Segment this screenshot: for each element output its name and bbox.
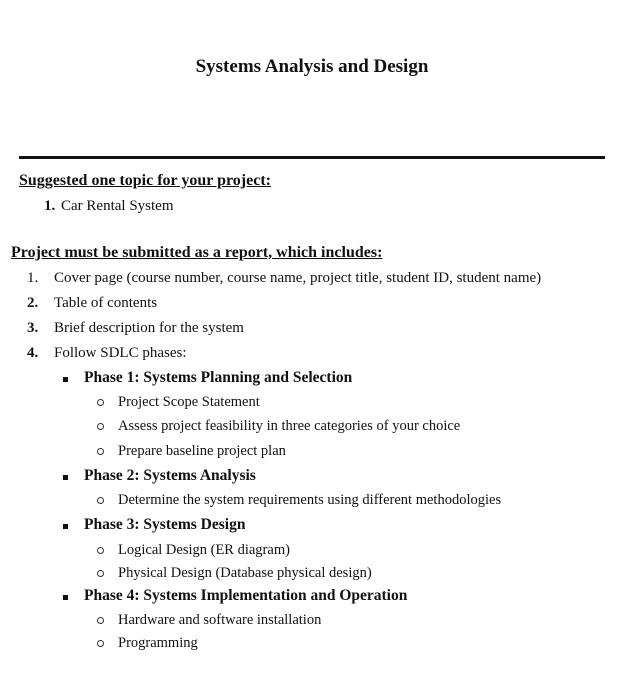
circle-bullet-icon <box>97 570 104 577</box>
phase-1-label: Phase 1: Systems Planning and Selection <box>84 369 353 386</box>
phase-4-task: Programming <box>118 635 198 651</box>
report-item-number: 4. <box>27 345 39 361</box>
circle-bullet-icon <box>97 497 104 504</box>
report-item-table-of-contents: Table of contents <box>54 295 158 311</box>
horizontal-divider <box>19 156 605 159</box>
page-title: Systems Analysis and Design <box>195 56 429 77</box>
topic-item-text: Car Rental System <box>61 198 174 214</box>
phase-4-label: Phase 4: Systems Implementation and Operation <box>84 587 408 604</box>
phase-2-task: Determine the system requirements using different methodologies <box>118 492 502 508</box>
phase-3-task: Logical Design (ER diagram) <box>118 542 290 558</box>
report-heading: Project must be submitted as a report, which includes: <box>11 244 383 261</box>
circle-bullet-icon <box>97 399 104 406</box>
phase-1-task: Prepare baseline project plan <box>118 443 286 459</box>
circle-bullet-icon <box>97 448 104 455</box>
circle-bullet-icon <box>97 617 104 624</box>
phase-4-task: Hardware and software installation <box>118 612 322 628</box>
report-item-cover-page: Cover page (course number, course name, project title, student ID, student name) <box>54 270 542 286</box>
square-bullet-icon <box>63 524 68 529</box>
phase-1-task: Project Scope Statement <box>118 394 260 410</box>
phase-3-task: Physical Design (Database physical design) <box>118 565 372 581</box>
report-item-number: 2. <box>27 295 39 311</box>
report-item-sdlc: Follow SDLC phases: <box>54 345 187 361</box>
square-bullet-icon <box>63 475 68 480</box>
topic-heading: Suggested one topic for your project: <box>19 172 271 189</box>
report-item-number: 3. <box>27 320 39 336</box>
phase-3-label: Phase 3: Systems Design <box>84 516 246 533</box>
square-bullet-icon <box>63 595 68 600</box>
report-item-number: 1. <box>27 270 39 286</box>
phase-1-task: Assess project feasibility in three categories of your choice <box>118 418 461 434</box>
report-item-description: Brief description for the system <box>54 320 244 336</box>
circle-bullet-icon <box>97 547 104 554</box>
circle-bullet-icon <box>97 640 104 647</box>
circle-bullet-icon <box>97 423 104 430</box>
square-bullet-icon <box>63 377 68 382</box>
topic-item-number: 1. <box>44 198 56 214</box>
phase-2-label: Phase 2: Systems Analysis <box>84 467 256 484</box>
